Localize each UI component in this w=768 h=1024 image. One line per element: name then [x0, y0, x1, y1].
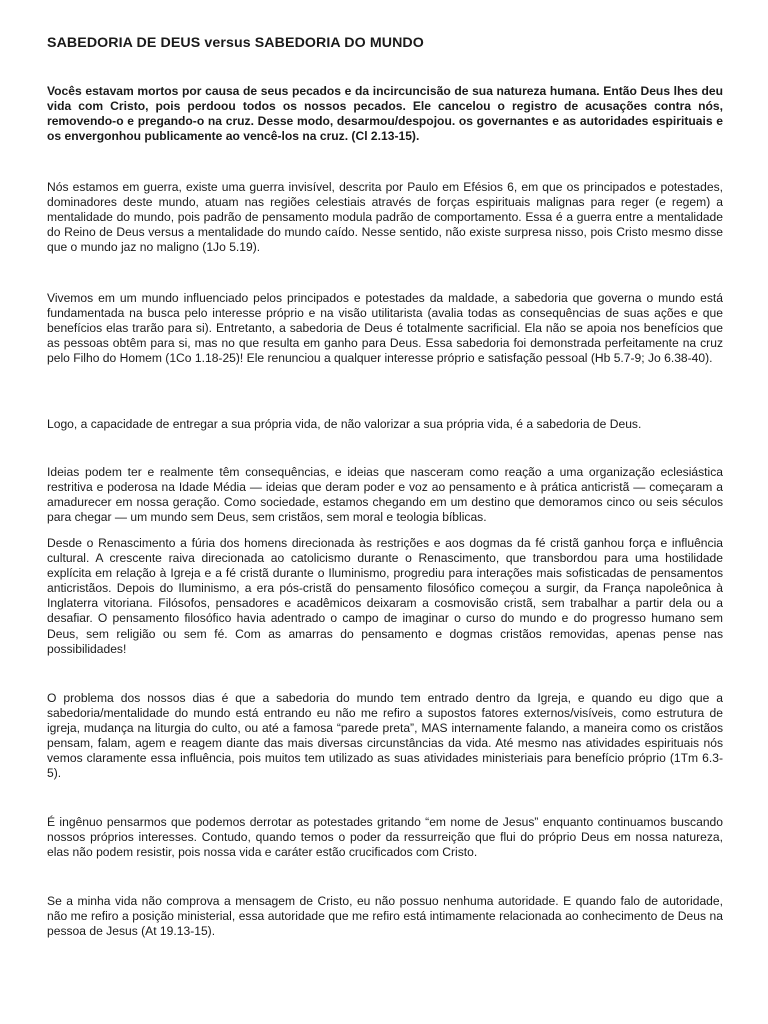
body-paragraph-3: Logo, a capacidade de entregar a sua própria vida, de não valorizar a sua própria vida, é a sabedoria de Deus. — [47, 417, 642, 431]
document-title: SABEDORIA DE DEUS versus SABEDORIA DO MUNDO — [47, 35, 424, 51]
body-paragraph-2: Vivemos em um mundo influenciado pelos principados e potestades da maldade, a sabedoria que governa o mundo está fundamentada na busca pelo interesse próprio e na visão utilitarista (avalia todas as consequências de suas ações e que benefícios elas trarão para si). Entretanto, a sabedoria de Deus é totalmente sacrificial. Ela não se apoia nos benefícios que as pessoas obtêm para si, mas no que resulta em ganho para Deus. Essa sabedoria foi demonstrada perfeitamente na cruz pelo Filho do Homem (1Co 1.18-25)! Ele renunciou a qualquer interesse próprio e satisfação pessoal (Hb 5.7-9; Jo 6.38-40). — [47, 291, 723, 366]
document-page — [47, 34, 723, 939]
scripture-quote-paragraph: Vocês estavam mortos por causa de seus pecados e da incircuncisão de sua natureza humana. Então Deus lhes deu vida com Cristo, pois perdoou todos os nossos pecados. Ele cancelou o registro de acusações contra nós, removendo-o e pregando-o na cruz. Desse modo, desarmou/despojou. os governantes e as autoridades espirituais e os envergonhou publicamente ao vencê-los na cruz. (Cl 2.13-15). — [47, 84, 723, 144]
body-paragraph-1: Nós estamos em guerra, existe uma guerra invisível, descrita por Paulo em Efésios 6, em que os principados e potestades, dominadores deste mundo, atuam nas regiões celestiais através de forças espirituais malignas para reger (e regem) a mentalidade do mundo, pois padrão de pensamento modula padrão de comportamento. Essa é a guerra entre a mentalidade do Reino de Deus versus a mentalidade do mundo caído. Nesse sentido, não existe surpresa nisso, pois Cristo mesmo disse que o mundo jaz no maligno (1Jo 5.19). — [47, 180, 723, 255]
body-paragraph-8: Se a minha vida não comprova a mensagem de Cristo, eu não possuo nenhuma autoridade. E quando falo de autoridade, não me refiro a posição ministerial, essa autoridade que me refiro está intimamente relacionada ao conhecimento de Deus na pessoa de Jesus (At 19.13-15). — [47, 894, 723, 939]
body-paragraph-5: Desde o Renascimento a fúria dos homens direcionada às restrições e aos dogmas da fé cristã ganhou força e influência cultural. A crescente raiva direcionada ao catolicismo durante o Renascimento, que transbordou para uma hostilidade explícita em relação à Igreja e a fé cristã durante o Iluminismo, progrediu para interações mais sofisticadas de pensamentos anticristãos. Depois do Iluminismo, a era pós-cristã do pensamento filosófico começou a surgir, da França napoleônica à Inglaterra vitoriana. Filósofos, pensadores e acadêmicos deixaram a cosmovisão cristã, sem trabalhar a partir dela ou a desafiar. O pensamento filosófico havia adentrado o campo de imaginar o curso do mundo e do progresso humano sem Deus, sem religião ou sem fé. Com as amarras do pensamento e dogmas cristãos removidas, apenas pense nas possibilidades! — [47, 536, 723, 656]
body-paragraph-4: Ideias podem ter e realmente têm consequências, e ideias que nasceram como reação a uma organização eclesiástica restritiva e poderosa na Idade Média — ideias que deram poder e voz ao pensamento e à prática anticristã — começaram a amadurecer em nossa geração. Como sociedade, estamos chegando em um destino que demoramos cinco ou seis séculos para chegar — um mundo sem Deus, sem cristãos, sem moral e teologia bíblicas. — [47, 465, 723, 525]
body-paragraph-7: É ingênuo pensarmos que podemos derrotar as potestades gritando “em nome de Jesus” enquanto continuamos buscando nossos próprios interesses. Contudo, quando temos o poder da ressurreição que flui do próprio Deus em nossa natureza, elas não podem resistir, pois nossa vida e caráter estão crucificados com Cristo. — [47, 815, 723, 860]
body-paragraph-6: O problema dos nossos dias é que a sabedoria do mundo tem entrado dentro da Igreja, e quando eu digo que a sabedoria/mentalidade do mundo está entrando eu não me refiro a supostos fatores externos/visíveis, como estrutura de igreja, mudança na liturgia do culto, ou até a famosa “parede preta”, MAS internamente falando, a maneira como os cristãos pensam, falam, agem e reagem diante das mais diversas circunstâncias da vida. Até mesmo nas atividades espirituais nós vemos claramente essa influência, pois muitos tem utilizado as suas atividades ministeriais para benefício próprio (1Tm 6.3-5). — [47, 691, 723, 781]
